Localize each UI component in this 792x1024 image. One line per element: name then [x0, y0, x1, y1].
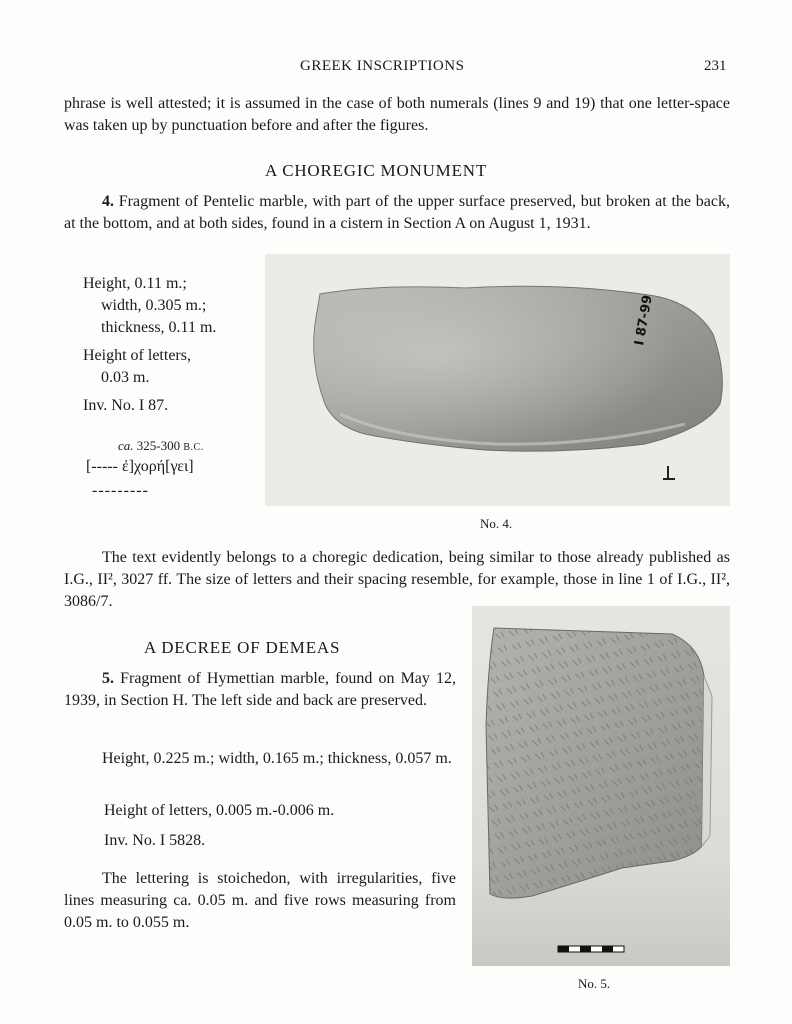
section1-description-text: Fragment of Pentelic marble, with part of the upper surface preserved, but broken at the back, at the bottom, and at both sides, found in a cistern in Section A on August 1, 1931.: [64, 193, 731, 232]
photo-fragment-5: [472, 606, 730, 966]
inscription-dashes: ---------: [92, 482, 149, 499]
intro-paragraph: phrase is well attested; it is assumed in the case of both numerals (lines 9 and 19) that one letter-space was taken up by punctuation before and after the figures.: [64, 95, 730, 134]
date-era: B.C.: [183, 442, 204, 453]
entry-number: 5.: [102, 670, 114, 687]
section2-inventory: Inv. No. I 5828.: [104, 832, 206, 849]
page-number: 231: [704, 58, 727, 74]
entry-number: 4.: [102, 193, 114, 210]
width-value: width, 0.305 m.;: [101, 297, 207, 314]
inventory-number: Inv. No. I 87.: [83, 397, 169, 414]
thickness-value: thickness, 0.11 m.: [101, 319, 217, 336]
inscription-line: [----- ἐ]χορή[γει]: [86, 458, 194, 475]
date-range: 325-300: [136, 438, 181, 453]
running-header: [0, 58, 792, 80]
scale-bar: [558, 946, 624, 952]
date-circa: ca.: [118, 438, 134, 453]
section2-description: [64, 668, 456, 712]
caption-no4: No. 4.: [480, 516, 513, 531]
letters-height-label: Height of letters,: [83, 347, 191, 364]
height-value: Height, 0.11 m.;: [83, 275, 187, 292]
photo-fragment-4: [265, 254, 730, 506]
section2-letters-height: Height of letters, 0.005 m.-0.006 m.: [104, 802, 335, 819]
letters-height-value: 0.03 m.: [101, 369, 150, 386]
section2-lettering: The lettering is stoichedon, with irregularities, five lines measuring ca. 0.05 m. and five rows measuring from 0.05 m. to 0.055 m.: [64, 870, 456, 931]
section2-description-text: Fragment of Hymettian marble, found on May 12, 1939, in Section Η. The left side and back are preserved.: [64, 670, 457, 709]
section-heading-choregic: A CHOREGIC MONUMENT: [265, 161, 488, 180]
section2-dimensions: Height, 0.225 m.; width, 0.165 m.; thickness, 0.057 m.: [102, 750, 452, 767]
date-line: [118, 438, 204, 454]
section-heading-decree: A DECREE OF DEMEAS: [144, 638, 341, 657]
section1-commentary: The text evidently belongs to a choregic dedication, being similar to those already published as I.G., II², 3027 ff. The size of letters and their spacing resemble, for example, those in line 1 of I.G., II², 3086/7.: [64, 549, 730, 610]
section1-metadata: [83, 273, 258, 417]
section1-description: [64, 191, 730, 235]
caption-no5: No. 5.: [578, 976, 611, 991]
photo-inventory-label: I 87-99: [632, 293, 656, 347]
running-title: GREEK INSCRIPTIONS: [300, 58, 465, 74]
